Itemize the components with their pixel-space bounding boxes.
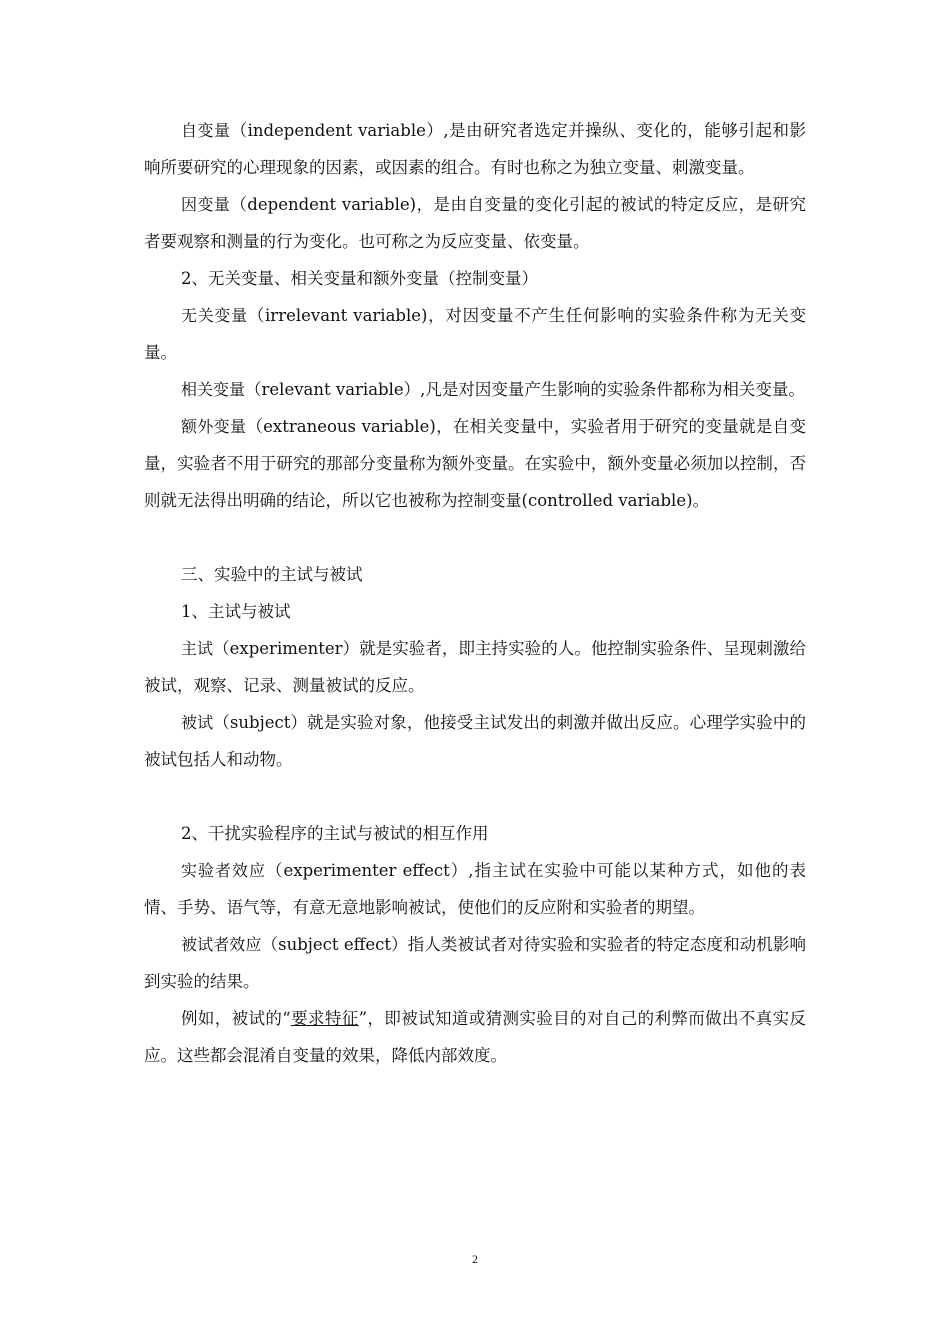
term-subject-effect: 被试者效应 (181, 935, 262, 954)
spacer (144, 778, 806, 815)
paragraph-dependent-variable: 因变量（dependent variable)，是由自变量的变化引起的被试的特定反应，是研究者要观察和测量的行为变化。也可称之为反应变量、依变量。 (144, 195, 806, 251)
term-irrelevant-variable: 无关变量 (181, 306, 248, 325)
demand-characteristics-term: 要求特征 (290, 1009, 359, 1028)
spacer (144, 519, 806, 556)
paragraph-subject-effect: 被试者效应（subject effect）指人类被试者对待实验和实验者的特定态度和动机影响到实验的结果。 (144, 935, 806, 991)
paragraph-subject: 被试（subject）就是实验对象，他接受主试发出的刺激并做出反应。心理学实验中的被试包括人和动物。 (144, 713, 806, 769)
term-independent-variable: 自变量 (181, 121, 231, 140)
paragraph-experimenter: 主试（experimenter）就是实验者，即主持实验的人。他控制实验条件、呈现刺激给被试，观察、记录、测量被试的反应。 (144, 639, 806, 695)
paragraph-relevant-variable: 相关变量（relevant variable）,凡是对因变量产生影响的实验条件都称为相关变量。 (181, 380, 805, 399)
paragraph-extraneous-variable: 额外变量（extraneous variable)，在相关变量中，实验者用于研究的变量就是自变量，实验者不用于研究的那部分变量称为额外变量。在实验中，额外变量必须加以控制，否则就无法得出明确的结论，所以它也被称为控制变量(controlled variable)。 (144, 417, 806, 510)
paragraph-demand-characteristics: 例如，被试的“要求特征”，即被试知道或猜测实验目的对自己的利弊而做出不真实反应。这些都会混淆自变量的效果，降低内部效度。 (144, 1009, 807, 1065)
term-relevant-variable: 相关变量 (181, 380, 246, 399)
term-experimenter: 主试 (181, 639, 214, 658)
paragraph-irrelevant-variable: 无关变量（irrelevant variable)，对因变量不产生任何影响的实验条件称为无关变量。 (144, 306, 806, 362)
paragraph-experimenter-effect: 实验者效应（experimenter effect）,指主试在实验中可能以某种方式，如他的表情、手势、语气等，有意无意地影响被试，使他们的反应附和实验者的期望。 (144, 861, 806, 917)
term-controlled-variable: 控制变量 (457, 491, 522, 510)
term-subject: 被试 (181, 713, 214, 732)
term-dependent-variable: 因变量 (181, 195, 231, 214)
paragraph-independent-variable: 自变量（independent variable）,是由研究者选定并操纵、变化的，能够引起和影响所要研究的心理现象的因素，或因素的组合。有时也称之为独立变量、刺激变量。 (144, 121, 806, 177)
term-extraneous-variable: 额外变量 (181, 417, 247, 436)
section-heading-experimenter-subject: 三、实验中的主试与被试 (181, 565, 363, 584)
heading-interaction: 2、干扰实验程序的主试与被试的相互作用 (181, 824, 489, 843)
term-experimenter-effect: 实验者效应 (181, 861, 266, 880)
heading-experimenter-subject: 1、主试与被试 (181, 602, 291, 621)
page-number: 2 (472, 1252, 478, 1266)
document-body (144, 112, 806, 1074)
heading-extraneous-variables: 2、无关变量、相关变量和额外变量（控制变量） (181, 269, 538, 288)
